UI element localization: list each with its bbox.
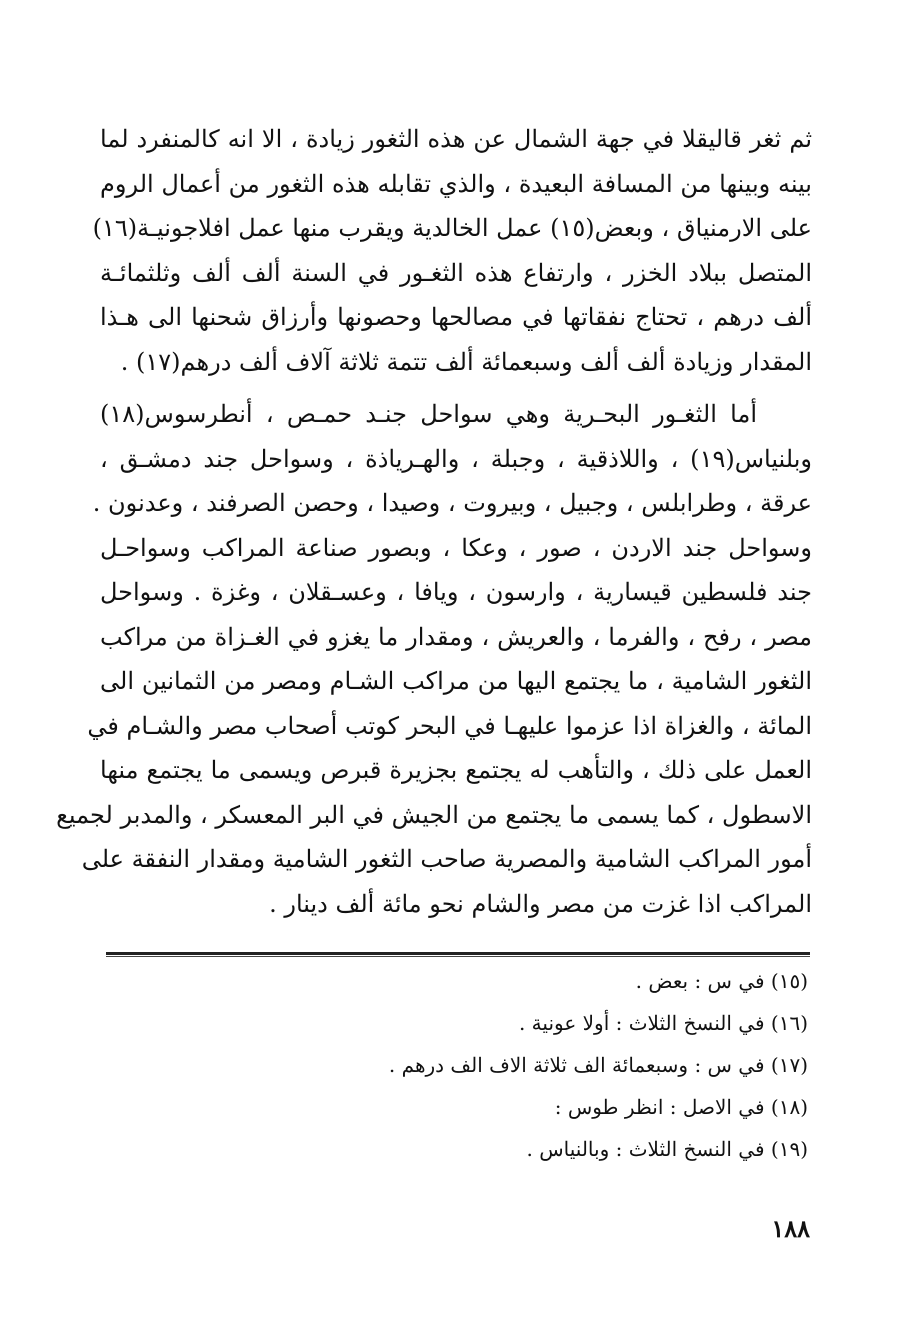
text-line: المراكب اذا غزت من مصر والشام نحو مائة ألف دينار . xyxy=(269,889,812,918)
text-line: الاسطول ، كما يسمى ما يجتمع من الجيش في البر المعسكر ، والمدبر لجميع xyxy=(56,800,812,829)
footnote-16: (١٦) في النسخ الثلاث : أولا عونية . xyxy=(518,1011,808,1035)
text-line: المائة ، والغزاة اذا عزموا عليهـا في البحر كوتب أصحاب مصر والشـام في xyxy=(87,711,812,740)
footnote-19: (١٩) في النسخ الثلاث : وبالنياس . xyxy=(526,1137,808,1161)
paragraph-2 xyxy=(56,395,813,929)
text-line: عرقة ، وطرابلس ، وجبيل ، وبيروت ، وصيدا ، وحصن الصرفند ، وعدنون . xyxy=(92,489,812,517)
text-line: ثم ثغر قاليقلا في جهة الشمال عن هذه الثغور زيادة ، الا انه كالمنفرد لما xyxy=(100,125,812,153)
text-line: العمل على ذلك ، والتأهب له يجتمع بجزيرة قبرص ويسمى ما يجتمع منها xyxy=(100,756,812,784)
main-text xyxy=(56,120,813,929)
text-line: أمور المراكب الشامية والمصرية صاحب الثغور الشامية ومقدار النفقة على xyxy=(81,845,812,873)
paragraph-gap xyxy=(100,387,812,395)
footnotes xyxy=(106,966,810,1176)
text-line: جند فلسطين قيسارية ، وارسون ، ويافا ، وعسـقلان ، وغزة . وسواحل xyxy=(100,578,812,606)
footnote-15: (١٥) في س : بعض . xyxy=(635,969,808,993)
text-line: وسواحل جند الاردن ، صور ، وعكا ، وبصور صناعة المراكب وسواحـل xyxy=(100,533,813,562)
text-line: أما الثغـور البحـرية وهي سواحل جنـد حمـص ، أنطرسوس(١٨) xyxy=(100,400,757,428)
text-line: على الارمنياق ، وبعض(١٥) عمل الخالدية ويقرب منها عمل افلاجونيـة(١٦) xyxy=(92,214,812,242)
text-line: المقدار وزيادة ألف ألف وسبعمائة ألف تتمة ثلاثة آلاف ألف درهم(١٧) . xyxy=(120,347,812,376)
text-line: ألف درهم ، تحتاج نفقاتها في مصالحها وحصونها وأرزاق شحنها الى هـذا xyxy=(100,303,812,331)
page-number: ١٨٨ xyxy=(771,1214,810,1243)
text-line: بينه وبينها من المسافة البعيدة ، والذي تقابله هذه الثغور من أعمال الروم xyxy=(100,169,812,198)
text-line: مصر ، رفح ، والفرما ، والعريش ، ومقدار ما يغزو في الغـزاة من مراكب xyxy=(100,622,812,651)
text-line: المتصل ببلاد الخزر ، وارتفاع هذه الثغـور في السنة ألف ألف وثلثمائـة xyxy=(100,258,812,287)
text-line: الثغور الشامية ، ما يجتمع اليها من مراكب الشـام ومصر من الثمانين الى xyxy=(100,667,812,695)
footnote-17: (١٧) في س : وسبعمائة الف ثلاثة الاف الف درهم . xyxy=(388,1053,808,1077)
paragraph-1 xyxy=(92,120,812,387)
text-line: وبلنياس(١٩) ، واللاذقية ، وجبلة ، والهـرياذة ، وسواحل جند دمشـق ، xyxy=(100,444,813,473)
footnote-separator-rule xyxy=(106,952,810,957)
footnote-18: (١٨) في الاصل : انظر طوس : xyxy=(554,1095,808,1119)
